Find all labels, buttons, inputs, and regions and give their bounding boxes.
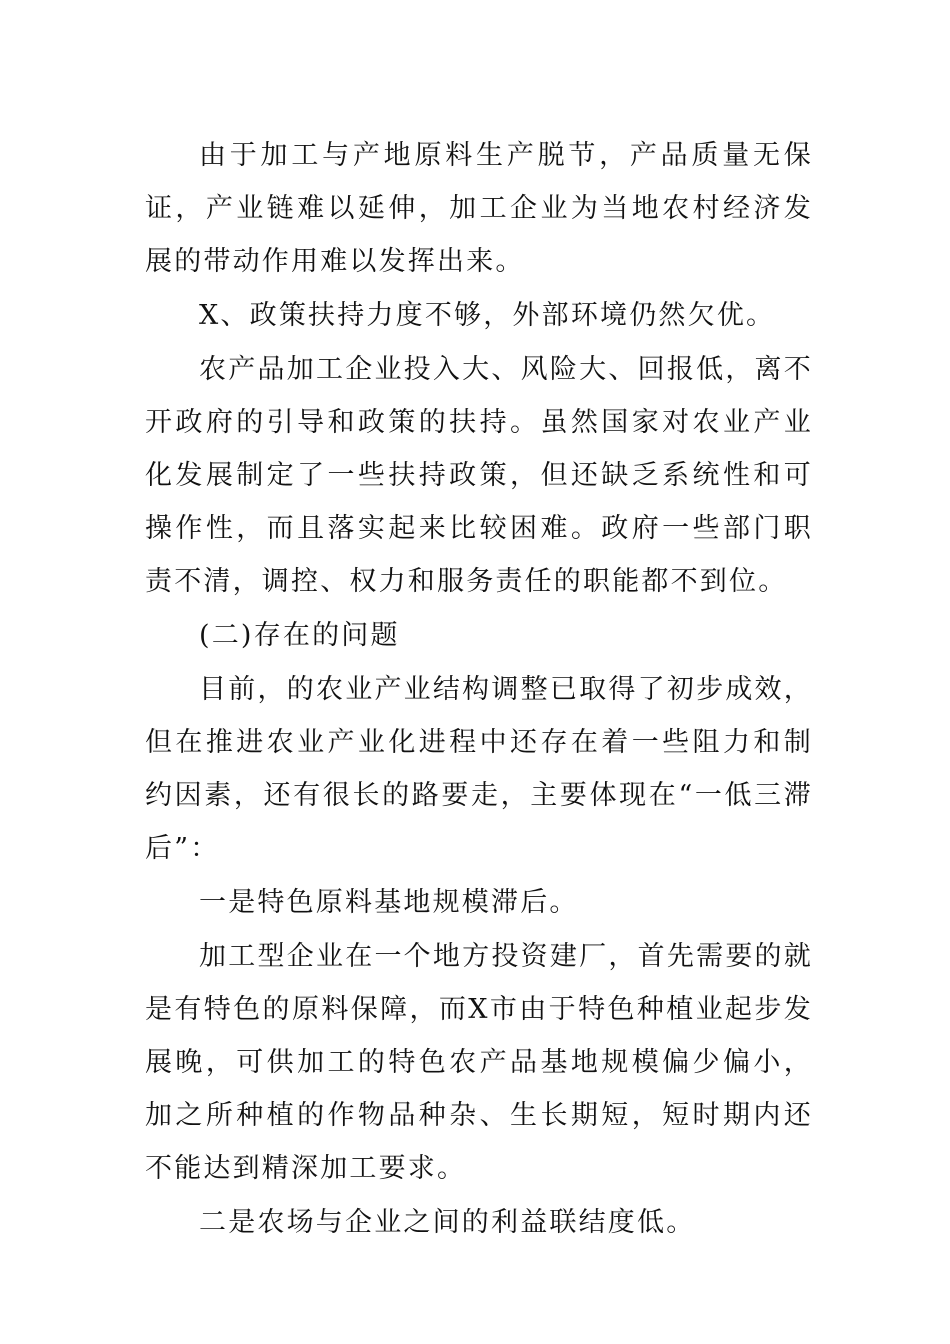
paragraph-point-two-heading: 二是农场与企业之间的利益联结度低。 [199, 1207, 696, 1238]
paragraph-processing-disconnect: 由于加工与产地原料生产脱节，产品质量无保证，产业链难以延伸，加工企业为当地农村经济发展的带动作用难以发挥出来。 [145, 140, 813, 277]
paragraph-point-one-detail: 加工型企业在一个地方投资建厂，首先需要的就是有特色的原料保障，而X市由于特色种植业起步发展晚，可供加工的特色农产品基地规模偏少偏小，加之所种植的作物品种杂、生长期短，短时期内还不能达到精深加工要求。 [145, 941, 813, 1184]
section-heading-existing-problems: (二)存在的问题 [199, 620, 400, 651]
paragraph-point-one-heading: 一是特色原料基地规模滞后。 [199, 887, 579, 918]
paragraph-current-situation: 目前，的农业产业结构调整已取得了初步成效，但在推进农业产业化进程中还存在着一些阻力和制约因素，还有很长的路要走，主要体现在“一低三滞后”： [145, 674, 813, 864]
document-body [145, 129, 813, 1250]
paragraph-policy-support-detail: 农产品加工企业投入大、风险大、回报低，离不开政府的引导和政策的扶持。虽然国家对农业产业化发展制定了一些扶持政策，但还缺乏系统性和可操作性，而且落实起来比较困难。政府一些部门职责不清，调控、权力和服务责任的职能都不到位。 [145, 354, 813, 597]
paragraph-policy-support-heading: X、政策扶持力度不够，外部环境仍然欠优。 [199, 300, 776, 331]
